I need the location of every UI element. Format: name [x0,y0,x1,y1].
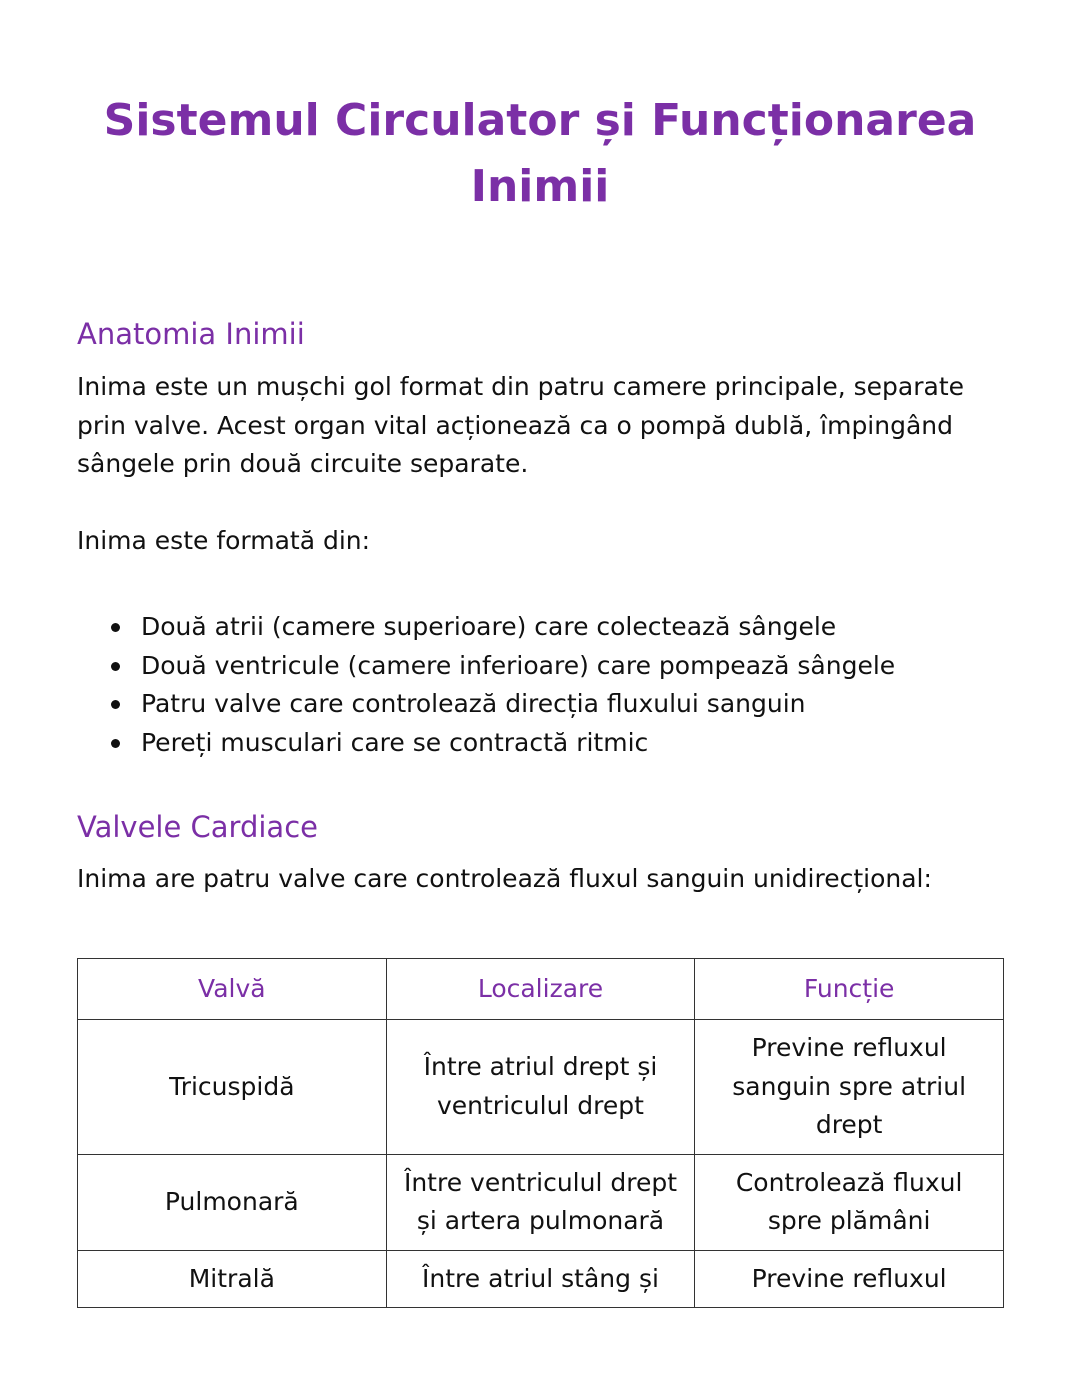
list-item-text: Pereți musculari care se contractă ritmic [141,727,649,757]
table-row [78,1020,1004,1155]
list-item [77,608,895,647]
table-header-row [78,959,1004,1020]
table-cell: Pulmonară [78,1154,387,1250]
heart-components-list [77,608,895,762]
valves-table [77,958,1004,1308]
column-header-function: Funcție [695,959,1004,1020]
section-heading-anatomy: Anatomia Inimii [77,317,305,351]
list-item [77,685,895,724]
table-cell: Tricuspidă [78,1020,387,1155]
table-row [78,1154,1004,1250]
list-item-text: Două atrii (camere superioare) care colectează sângele [141,612,837,641]
list-item [77,647,895,686]
table-row [78,1250,1004,1308]
valves-paragraph: Inima are patru valve care controlează fluxul sanguin unidirecțional: [77,864,932,893]
bullet-dot-icon [111,700,120,709]
table-cell: Previne refluxul sanguin spre atriul drept [695,1020,1004,1155]
table-cell: Controlează fluxul spre plămâni [695,1154,1004,1250]
column-header-location: Localizare [386,959,695,1020]
page-title: Sistemul Circulator și Funcționarea Inimii [103,95,977,212]
column-header-valve: Valvă [78,959,387,1020]
list-item-text: Patru valve care controlează direcția fluxului sanguin [141,689,806,718]
list-item [77,724,895,763]
table-cell: Între atriul stâng și [386,1250,695,1308]
table-cell: Previne refluxul [695,1250,1004,1308]
list-item-text: Două ventricule (camere inferioare) care pompează sângele [141,650,896,680]
anatomy-intro: Inima este formată din: [77,526,371,555]
section-heading-valves: Valvele Cardiace [77,810,318,844]
anatomy-paragraph: Inima este un mușchi gol format din patru camere principale, separate prin valve. Acest organ vital acționează ca o pompă dublă, împingând sângele prin două circuite separate. [77,372,965,478]
bullet-dot-icon [111,623,120,632]
table-cell: Mitrală [78,1250,387,1308]
bullet-dot-icon [111,662,120,671]
table-cell: Între atriul drept și ventriculul drept [386,1020,695,1155]
table-cell: Între ventriculul drept și artera pulmonară [386,1154,695,1250]
bullet-dot-icon [111,739,120,748]
